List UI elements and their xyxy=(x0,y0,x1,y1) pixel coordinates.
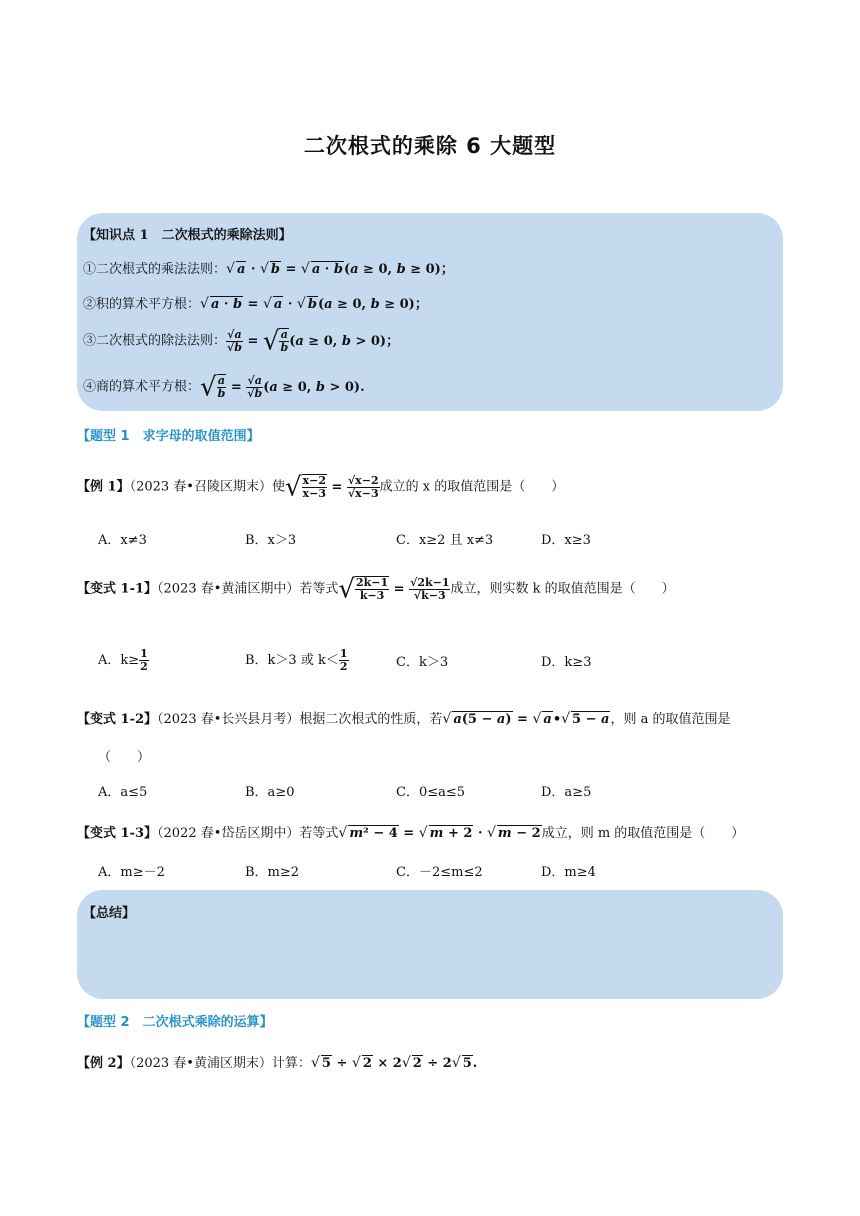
variant-1-1-source: （2023 春•黄浦区期中）若等式 xyxy=(157,581,339,597)
variant-1-2-option-a[interactable]: A．a≤5 xyxy=(98,785,148,800)
half-numerator: 1 xyxy=(140,647,148,660)
variant-1-1-option-c[interactable]: C．k＞3 xyxy=(396,655,449,670)
page-title: 二次根式的乘除 6 大题型 xyxy=(303,134,557,158)
summary-panel xyxy=(77,890,783,999)
half-numerator: 1 xyxy=(339,647,348,660)
variant-1-3-formula: √ m² − 4 = √ m + 2 · √ m − 2 xyxy=(338,825,541,841)
example-1-tail: 成立的 x 的取值范围是（ ） xyxy=(379,479,565,495)
example-2-source: （2023 春•黄浦区期末）计算： xyxy=(129,1056,311,1071)
variant-1-3-tail: 成立，则 m 的取值范围是（ ） xyxy=(541,826,745,841)
variant-1-2-tail: ，则 a 的取值范围是 xyxy=(610,712,731,727)
variant-1-3-source: （2022 春•岱岳区期中）若等式 xyxy=(157,826,339,841)
variant-1-2-formula: √ a(5 − a) = √ a•√ 5 − a xyxy=(442,711,610,727)
variant-1-3-option-b[interactable]: B．m≥2 xyxy=(245,865,300,880)
rule-quotient-root-formula: √ $\frac{a}{b}$ = $\frac{√a}{√b}$ (a ≥ 0, b > 0). xyxy=(200,372,365,402)
example-1-option-c[interactable]: C．x≥2 且 x≠3 xyxy=(396,533,494,548)
half-denominator: 2 xyxy=(339,660,348,673)
example-1-tag: 【例 1】 xyxy=(77,479,130,495)
section-type-1: 【题型 1 求字母的取值范围】 xyxy=(77,429,260,444)
rule-multiplication-formula: √ a · √ b = √ a · b(a ≥ 0, b ≥ 0)； xyxy=(226,261,454,277)
variant-1-1-formula: √ $\frac{2k-1}{k-3}$ = $\frac{√2k-1}{√k-3}$ xyxy=(338,574,450,604)
variant-1-3 xyxy=(77,822,744,841)
example-2-tag: 【例 2】 xyxy=(77,1056,130,1071)
summary-heading: 【总结】 xyxy=(83,906,136,921)
variant-1-2-option-d[interactable]: D．a≥5 xyxy=(541,785,592,800)
rule-multiplication-label: ①二次根式的乘法法则： xyxy=(83,262,227,277)
variant-1-2-option-c[interactable]: C．0≤a≤5 xyxy=(396,785,466,800)
variant-1-2-option-b[interactable]: B．a≥0 xyxy=(245,785,295,800)
variant-1-1-option-b-text: B．k＞3 或 k＜ xyxy=(245,653,339,668)
example-1-option-b[interactable]: B．x＞3 xyxy=(245,533,297,548)
rule-product-root-formula: √ a · b = √ a · √ b(a ≥ 0, b ≥ 0)； xyxy=(200,296,428,312)
variant-1-2 xyxy=(77,708,731,727)
variant-1-3-option-a[interactable]: A．m≥－2 xyxy=(98,865,165,880)
variant-1-2-paren: （ ） xyxy=(98,750,151,765)
example-1-formula: √ $\frac{x-2}{x-3}$ = $\frac{√x-2}{√x-3}$ xyxy=(284,472,379,502)
variant-1-2-tag: 【变式 1-2】 xyxy=(77,712,158,727)
rule-quotient-root xyxy=(83,374,365,400)
variant-1-3-option-c[interactable]: C．－2≤m≤2 xyxy=(396,865,483,880)
rule-division-label: ③二次根式的除法法则： xyxy=(83,333,227,349)
variant-1-1 xyxy=(77,576,675,602)
example-2 xyxy=(77,1052,477,1071)
example-2-formula: √ 5 ÷ √ 2 × 2√ 2 ÷ 2√ 5. xyxy=(310,1055,478,1071)
variant-1-3-tag: 【变式 1-3】 xyxy=(77,826,158,841)
example-1-option-d[interactable]: D．x≥3 xyxy=(541,533,591,548)
variant-1-1-option-a-text: A．k≥ xyxy=(98,653,140,668)
variant-1-1-option-b[interactable] xyxy=(245,648,349,673)
half-denominator: 2 xyxy=(140,660,148,673)
variant-1-1-tail: 成立，则实数 k 的取值范围是（ ） xyxy=(450,581,675,597)
rule-division xyxy=(83,328,399,354)
example-1-source: （2023 春•召陵区期末）使 xyxy=(129,479,285,495)
knowledge-heading: 【知识点 1 二次根式的乘除法则】 xyxy=(83,228,292,243)
variant-1-1-option-a[interactable] xyxy=(98,648,149,673)
rule-quotient-root-label: ④商的算术平方根： xyxy=(83,379,201,395)
section-type-2: 【题型 2 二次根式乘除的运算】 xyxy=(77,1015,273,1030)
example-1-option-a[interactable]: A．x≠3 xyxy=(98,533,147,548)
rule-multiplication xyxy=(83,258,454,277)
example-1 xyxy=(77,474,564,500)
variant-1-1-tag: 【变式 1-1】 xyxy=(77,581,158,597)
variant-1-1-option-d[interactable]: D．k≥3 xyxy=(541,655,592,670)
rule-product-root xyxy=(83,293,428,312)
rule-division-formula: $\frac{√a}{√b}$ = √ $\frac{a}{b}$ (a ≥ 0, b > 0)； xyxy=(227,326,400,356)
variant-1-3-option-d[interactable]: D．m≥4 xyxy=(541,865,596,880)
variant-1-2-source: （2023 春•长兴县月考）根据二次根式的性质，若 xyxy=(157,712,443,727)
rule-product-root-label: ②积的算术平方根： xyxy=(83,297,201,312)
